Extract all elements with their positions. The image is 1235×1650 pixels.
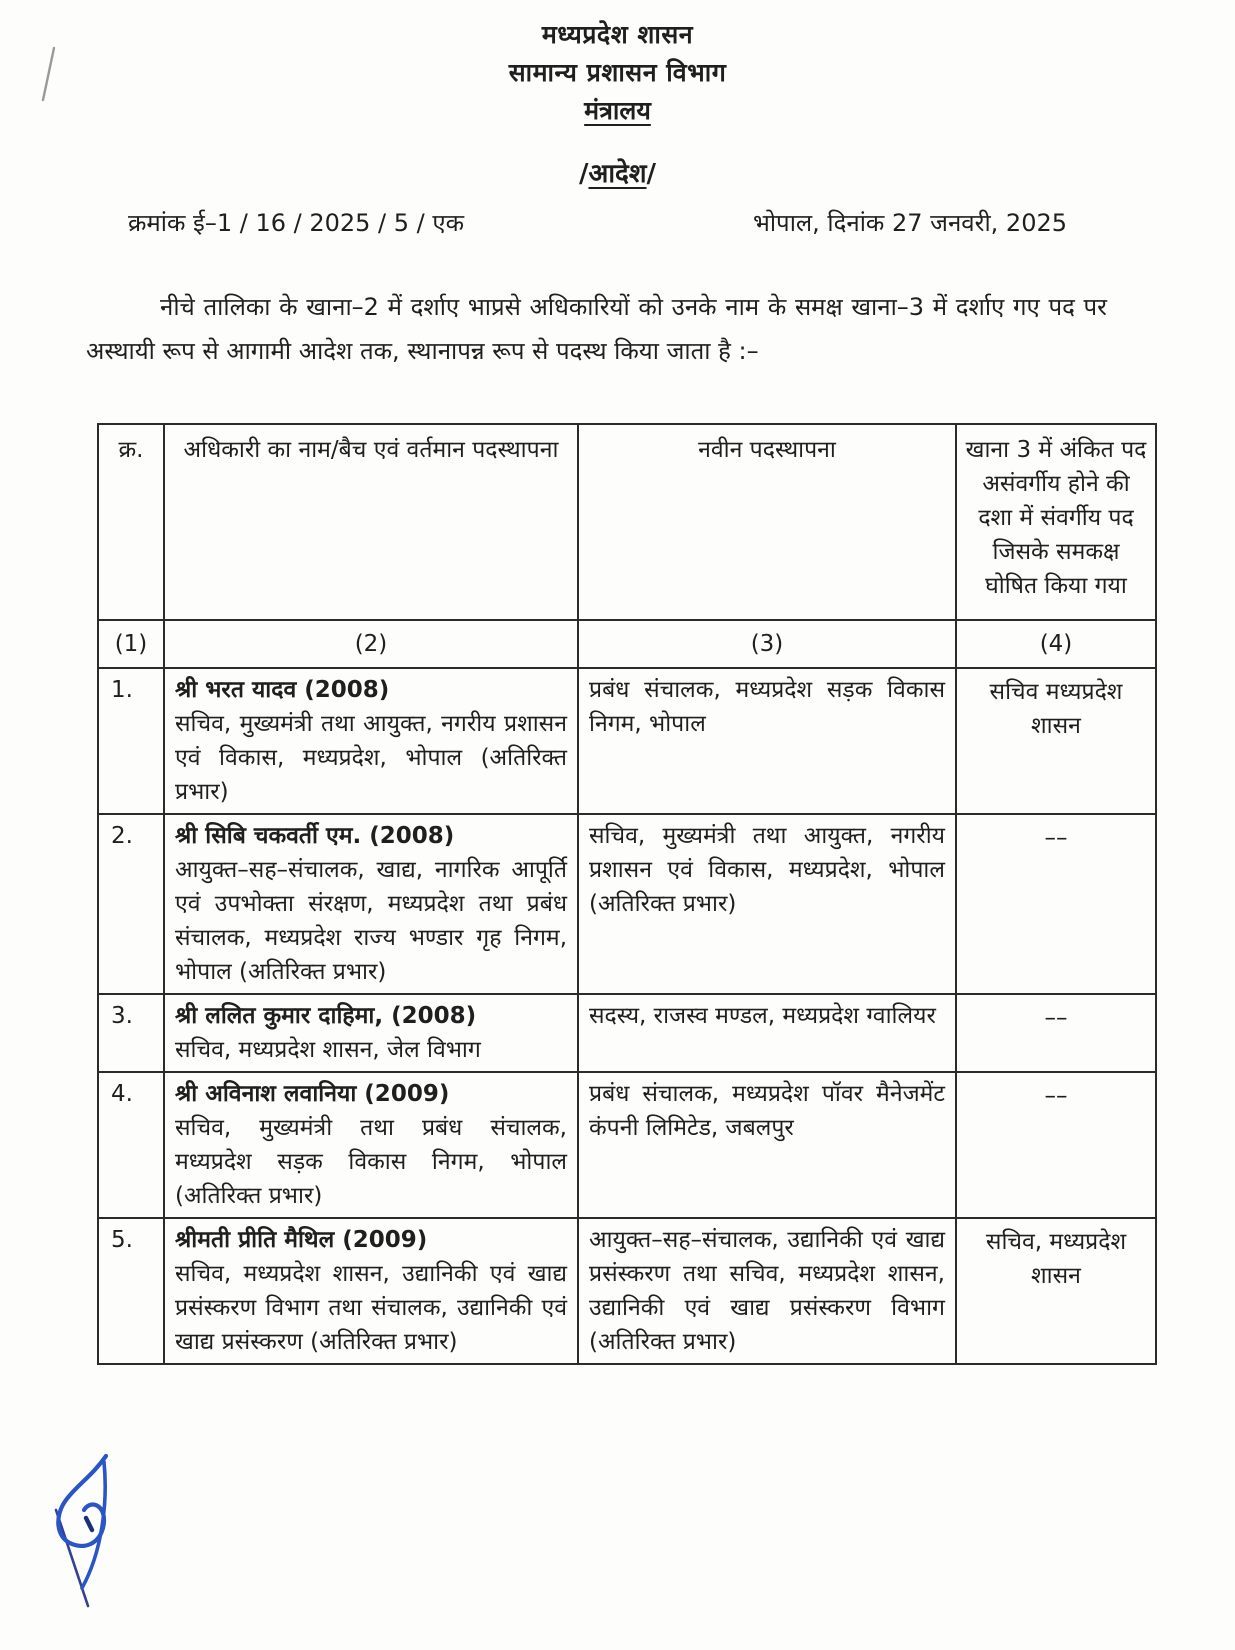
officer-name: श्री ललित कुमार दाहिमा, (2008) (175, 1003, 477, 1029)
order-slash-close: / (646, 159, 657, 189)
table-header-row (98, 424, 1156, 620)
row-serial: 4. (98, 1072, 164, 1218)
reference-row (0, 190, 1235, 239)
letterhead (0, 0, 1235, 190)
equivalent-post: सचिव, मध्यप्रदेश शासन (956, 1218, 1156, 1364)
table-row (98, 668, 1156, 814)
office-name (0, 92, 1235, 130)
header-equivalent-cadre-post: खाना 3 में अंकित पद असंवर्गीय होने की दशा में संवर्गीय पद जिसके समकक्ष घोषित किया गया (956, 424, 1156, 620)
new-posting: प्रबंध संचालक, मध्यप्रदेश सड़क विकास निगम, भोपाल (578, 668, 956, 814)
equivalent-post: –– (956, 814, 1156, 994)
intro-paragraph: नीचे तालिका के खाना–2 में दर्शाए भाप्रसे अधिकारियों को उनके नाम के समक्ष खाना–3 में दर्शाए गए पद पर अस्थायी रूप से आगामी आदेश तक, स्थानापन्न रूप से पदस्थ किया जाता है :– (86, 293, 1107, 365)
equivalent-post: –– (956, 1072, 1156, 1218)
officer-name: श्री अविनाश लवानिया (2009) (175, 1081, 450, 1107)
order-heading (0, 154, 1235, 190)
table-row (98, 1218, 1156, 1364)
new-posting: सचिव, मुख्यमंत्री तथा आयुक्त, नगरीय प्रशासन एवं विकास, मध्यप्रदेश, भोपाल (अतिरिक्त प्रभार) (578, 814, 956, 994)
place-and-date: भोपाल, दिनांक 27 जनवरी, 2025 (752, 209, 1067, 237)
header-serial: क्र. (98, 424, 164, 620)
current-posting: सचिव, मध्यप्रदेश शासन, जेल विभाग (175, 1037, 481, 1063)
officer-name: श्रीमती प्रीति मैथिल (2009) (175, 1227, 428, 1253)
row-serial: 5. (98, 1218, 164, 1364)
current-posting: सचिव, मध्यप्रदेश शासन, उद्यानिकी एवं खाद्य प्रसंस्करण विभाग तथा संचालक, उद्यानिकी एवं खाद्य प्रसंस्करण (अतिरिक्त प्रभार) (175, 1261, 567, 1355)
table-row (98, 1072, 1156, 1218)
header-name-and-current-posting: अधिकारी का नाम/बैच एवं वर्तमान पदस्थापना (164, 424, 578, 620)
government-name: मध्यप्रदेश शासन (541, 20, 694, 49)
department-name: सामान्य प्रशासन विभाग (508, 58, 727, 87)
column-number-1: (1) (98, 620, 164, 668)
column-number-3: (3) (578, 620, 956, 668)
table-row (98, 994, 1156, 1072)
officer-name: श्री भरत यादव (2008) (175, 677, 390, 703)
officer-name: श्री सिबि चकवर्ती एम. (2008) (175, 823, 455, 849)
equivalent-post: –– (956, 994, 1156, 1072)
row-serial: 1. (98, 668, 164, 814)
new-posting: आयुक्त–सह–संचालक, उद्यानिकी एवं खाद्य प्रसंस्करण तथा सचिव, मध्यप्रदेश शासन, उद्यानिकी एवं खाद्य प्रसंस्करण विभाग (अतिरिक्त प्रभार) (578, 1218, 956, 1364)
office-name-text: मंत्रालय (584, 96, 651, 125)
equivalent-post: सचिव मध्यप्रदेश शासन (956, 668, 1156, 814)
row-serial: 3. (98, 994, 164, 1072)
new-posting: प्रबंध संचालक, मध्यप्रदेश पॉवर मैनेजमेंट कंपनी लिमिटेड, जबलपुर (578, 1072, 956, 1218)
pen-slash-mark-icon (38, 44, 62, 106)
current-posting: सचिव, मुख्यमंत्री तथा प्रबंध संचालक, मध्यप्रदेश सड़क विकास निगम, भोपाल (अतिरिक्त प्रभार) (175, 1115, 567, 1209)
order-slash-open: / (578, 159, 589, 189)
table-row (98, 814, 1156, 994)
header-new-posting: नवीन पदस्थापना (578, 424, 956, 620)
current-posting: सचिव, मुख्यमंत्री तथा आयुक्त, नगरीय प्रशासन एवं विकास, मध्यप्रदेश, भोपाल (अतिरिक्त प्रभार) (175, 711, 567, 805)
column-number-2: (2) (164, 620, 578, 668)
column-number-4: (4) (956, 620, 1156, 668)
current-posting: आयुक्त–सह–संचालक, खाद्य, नागरिक आपूर्ति एवं उपभोक्ता संरक्षण, मध्यप्रदेश तथा प्रबंध संचालक, मध्यप्रदेश राज्य भण्डार गृह निगम, भोपाल (अतिरिक्त प्रभार) (175, 857, 567, 985)
blue-ink-signature-icon (42, 1448, 146, 1616)
row-serial: 2. (98, 814, 164, 994)
order-title: आदेश (588, 159, 647, 189)
column-number-row (98, 620, 1156, 668)
new-posting: सदस्य, राजस्व मण्डल, मध्यप्रदेश ग्वालियर (578, 994, 956, 1072)
reference-number: क्रमांक ई–1 / 16 / 2025 / 5 / एक (128, 209, 465, 237)
posting-order-table (97, 423, 1157, 1365)
